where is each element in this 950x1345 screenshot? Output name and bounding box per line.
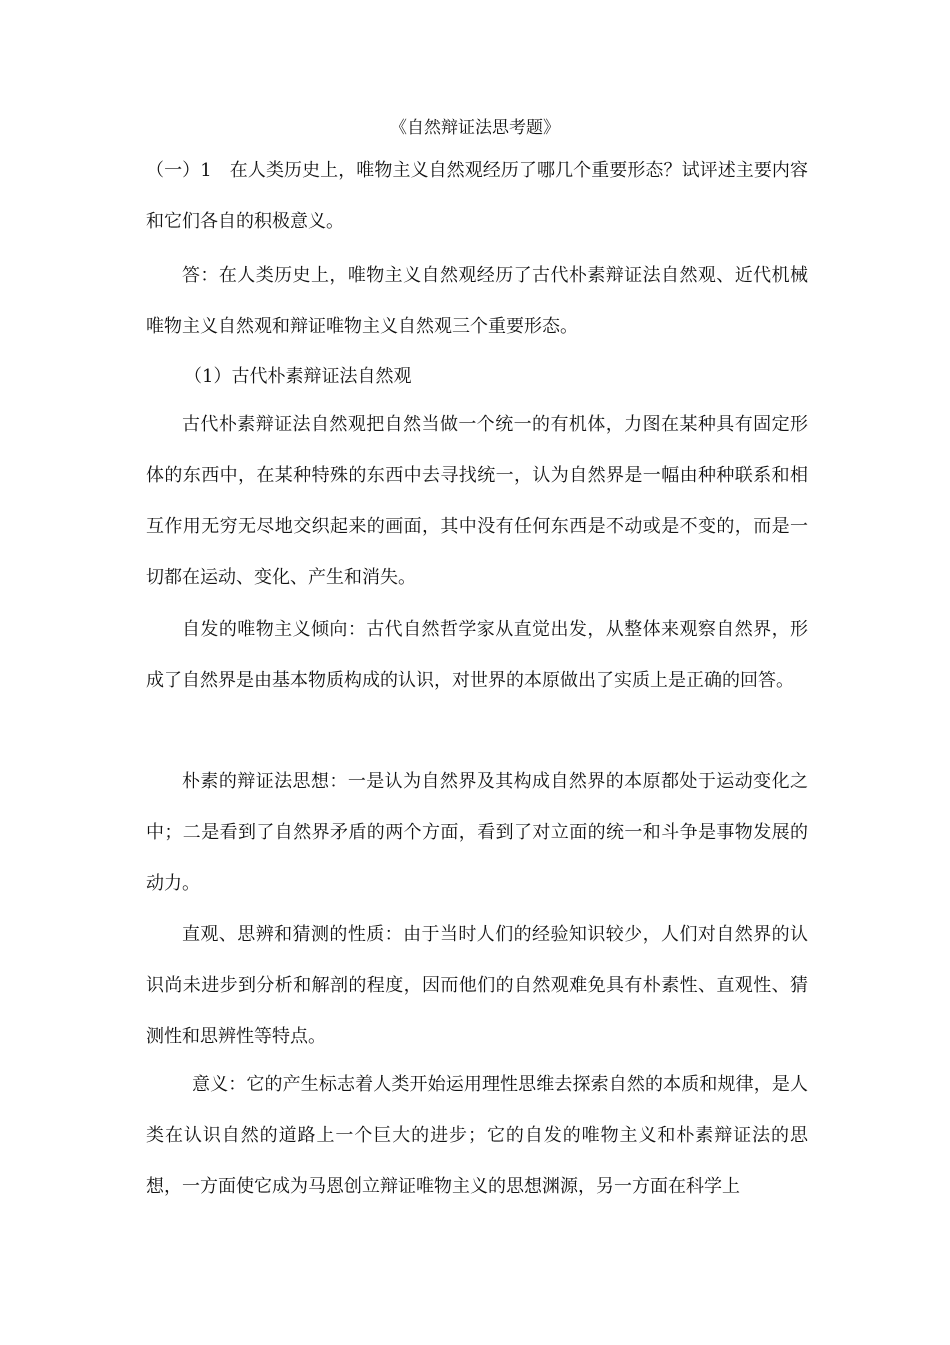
- document-title: 《自然辩证法思考题》: [390, 118, 560, 138]
- answer-intro-paragraph: 答：在人类历史上，唯物主义自然观经历了古代朴素辩证法自然观、近代机械唯物主义自然观和辩证唯物主义自然观三个重要形态。: [146, 265, 808, 337]
- body-paragraph: 意义：它的产生标志着人类开始运用理性思维去探索自然的本质和规律，是人类在认识自然的道路上一个巨大的进步；它的自发的唯物主义和朴素辩证法的思想，一方面使它成为马恩创立辩证唯物主义的思想渊源，另一方面在科学上: [146, 1074, 808, 1197]
- body-paragraph: 直观、思辨和猜测的性质：由于当时人们的经验知识较少，人们对自然界的认识尚未进步到分析和解剖的程度，因而他们的自然观难免具有朴素性、直观性、猜测性和思辨性等特点。: [146, 924, 808, 1047]
- body-paragraph: 朴素的辩证法思想：一是认为自然界及其构成自然界的本原都处于运动变化之中；二是看到了自然界矛盾的两个方面，看到了对立面的统一和斗争是事物发展的动力。: [146, 771, 808, 894]
- question-paragraph: （一）1 在人类历史上，唯物主义自然观经历了哪几个重要形态？试评述主要内容和它们各自的积极意义。: [146, 160, 808, 232]
- body-paragraph: 古代朴素辩证法自然观把自然当做一个统一的有机体，力图在某种具有固定形体的东西中，在某种特殊的东西中去寻找统一，认为自然界是一幅由种种联系和相互作用无穷无尽地交织起来的画面，其中没有任何东西是不动或是不变的，而是一切都在运动、变化、产生和消失。: [146, 414, 808, 588]
- body-paragraph: 自发的唯物主义倾向：古代自然哲学家从直觉出发，从整体来观察自然界，形成了自然界是由基本物质构成的认识，对世界的本原做出了实质上是正确的回答。: [146, 619, 808, 691]
- section-heading: （1）古代朴素辩证法自然观: [184, 366, 412, 387]
